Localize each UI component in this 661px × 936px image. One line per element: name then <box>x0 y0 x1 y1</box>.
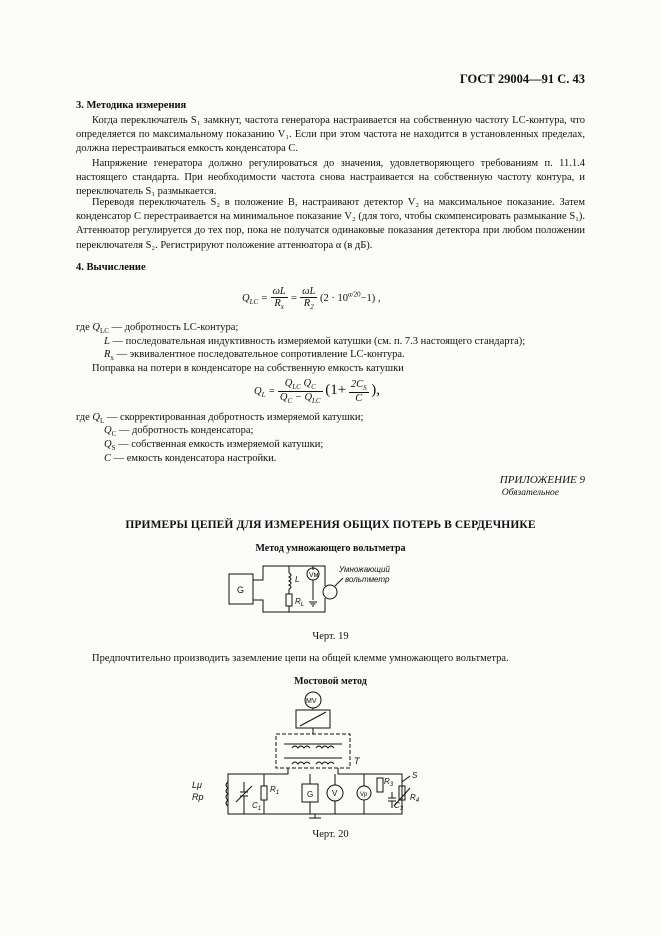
section-4-title: 4. Вычисление <box>76 262 146 273</box>
appendix-label: ПРИЛОЖЕНИЕ 9 <box>499 474 585 486</box>
svg-text:MV: MV <box>306 698 317 705</box>
where-qc: $Q_C$ — добротность конденсатора; <box>104 425 254 439</box>
svg-text:G: G <box>307 790 314 799</box>
section-3-paragraph-3: Переводя переключатель S₂ в положение B, настраивают детектор V₂ на максимальное показание. Затем конденсатор C перестраивается на минимальное показание V₂ (для того, чтобы скомпенсировать размыкание S₁). Аттенюатор регулируется до тех пор, пока не получатся одинаковые показания детектора при любом положении переключателя S₂. Регистрируют положение аттенюатора α (в дБ). <box>76 197 585 251</box>
transformer-frame <box>276 734 350 768</box>
switch-s <box>402 776 410 782</box>
svg-text:Умножающий: Умножающий <box>339 565 390 574</box>
figure-20-caption: Черт. 20 <box>312 829 349 840</box>
where-l: L — последовательная индуктивность измеряемой катушки (см. п. 7.3 настоящего стандарта); <box>104 336 526 347</box>
svg-text:L: L <box>295 575 300 584</box>
svg-text:Lμ: Lμ <box>192 780 202 790</box>
inductor-coil <box>289 573 291 589</box>
resistor-r3 <box>377 778 383 792</box>
correction-text: Поправка на потери в конденсаторе на собственную емкость катушки <box>92 363 404 374</box>
section-3-title: 3. Методика измерения <box>76 100 187 111</box>
page-header: ГОСТ 29004—91 С. 43 <box>459 72 585 86</box>
svg-text:T: T <box>354 756 360 766</box>
svg-text:вольтметр: вольтметр <box>345 575 390 584</box>
svg-text:RL: $R_L$ <box>295 597 305 608</box>
where-qlc: где $Q_{LC}$ — добротность LC-контура; <box>76 322 239 336</box>
resistor-r1 <box>261 786 267 800</box>
svg-text:Vм: Vм <box>309 572 319 579</box>
appendix-title: ПРИМЕРЫ ЦЕПЕЙ ДЛЯ ИЗМЕРЕНИЯ ОБЩИХ ПОТЕРЬ В СЕРДЕЧНИКЕ <box>125 519 536 531</box>
grounding-note: Предпочтительно производить заземление цепи на общей клемме умножающего вольтметра. <box>92 653 509 664</box>
where-qs: $Q_S$ — собственная емкость измеряемой катушки; <box>104 439 324 453</box>
formula-qlc: $Q_{LC}$ = $\frac{\omega L}{R_x}$ = $\frac{\omega L}{R_2}$ $(2 \cdot 10^{\alpha/20}-1)$ , <box>242 286 381 312</box>
appendix-status: Обязательное <box>501 488 559 498</box>
svg-text:C1: $C_1$ <box>252 801 262 812</box>
svg-text:R3: $R_3$ <box>384 777 394 788</box>
generator-label: G <box>237 585 245 595</box>
figure-20-circuit <box>188 688 424 820</box>
ground-symbol <box>309 602 317 606</box>
figure-19-circuit <box>225 560 425 616</box>
svg-text:R1: $R_1$ <box>270 785 280 796</box>
figure-20-title: Мостовой метод <box>294 676 367 687</box>
capacitor-c1 <box>240 782 248 814</box>
figure-19-caption: Черт. 19 <box>312 631 349 642</box>
svg-text:S: S <box>412 771 418 780</box>
section-3-paragraph-1: Когда переключатель S₁ замкнут, частота генератора настраивается на собственную частоту LC-контура, что определяется по максимальному показанию V₁. Если при этом частота не находится в установленных пределах, должна перестраиваться емкость конденсатора C. <box>76 115 585 155</box>
where-c: C — емкость конденсатора настройки. <box>104 453 277 464</box>
svg-text:R4: $R_4$ <box>410 793 420 804</box>
ground-symbol <box>309 814 321 818</box>
svg-text:Rp: Rp <box>192 792 204 802</box>
figure-19-title: Метод умножающего вольтметра <box>255 543 406 554</box>
svg-text:C3: $C_3$ <box>394 801 404 812</box>
svg-text:V: V <box>332 789 338 798</box>
section-3-paragraph-2: Напряжение генератора должно регулироваться до значения, удовлетворяющего требованиям п. 11.1.4 настоящего стандарта. При необходимости частота снова настраивается на собственную частоту контура, и переключатель S₁ размыкается. <box>76 158 585 198</box>
multiplying-voltmeter <box>323 585 337 599</box>
svg-text:Vp: Vp <box>360 792 368 798</box>
where-ql: где $Q_L$ — скорректированная добротность измеряемой катушки; <box>76 412 364 426</box>
resistor-rl <box>286 594 292 606</box>
where-rx: $R_x$ — эквивалентное последовательное сопротивление LC-контура. <box>104 349 405 363</box>
formula-ql: $Q_L$ = $\frac{Q_{LC} Q_C}{Q_C - Q_{LC}}$ (1+ $\frac{2C_S}{C}$ ), <box>254 378 380 406</box>
